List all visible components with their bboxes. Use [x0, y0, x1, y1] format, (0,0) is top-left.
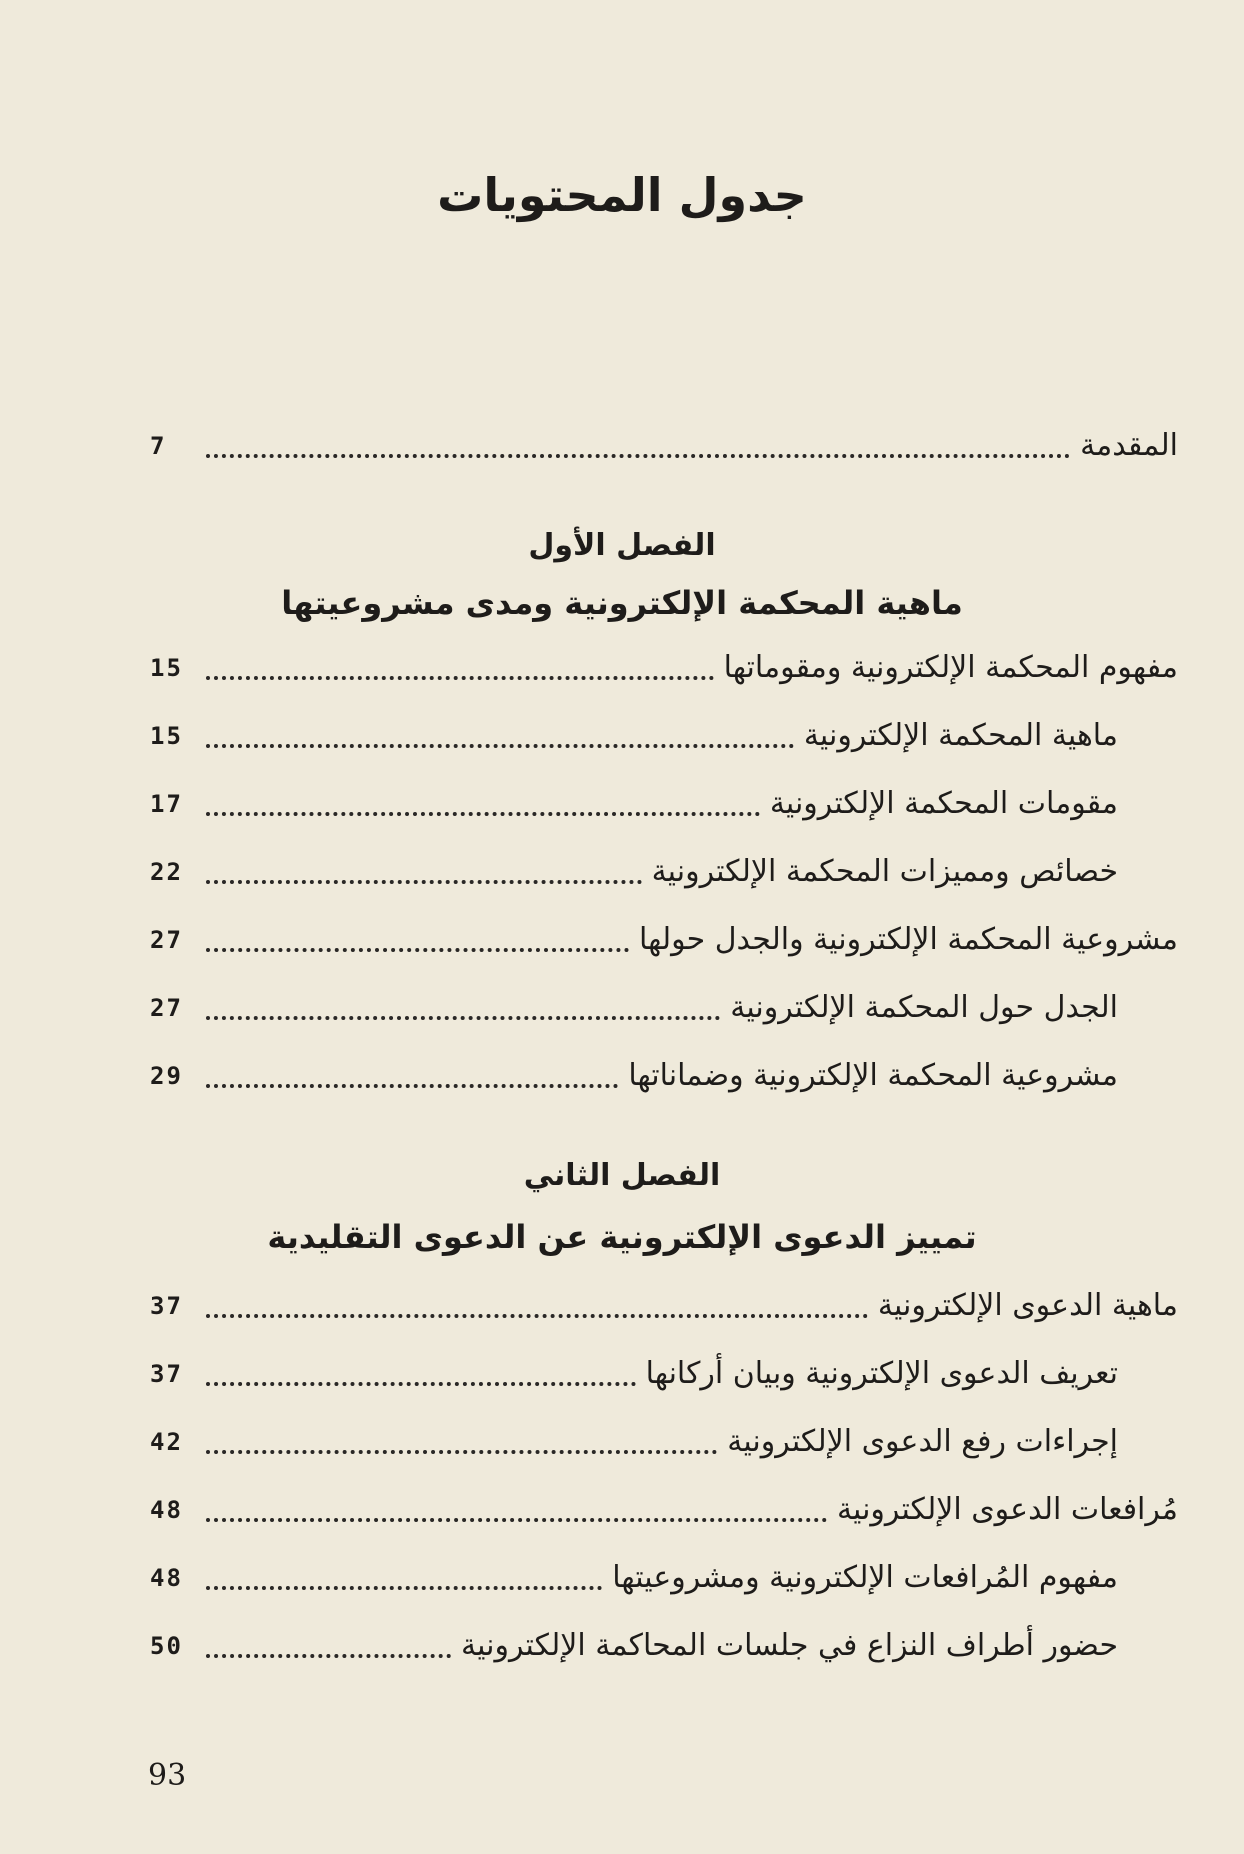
toc-entry-label: الجدل حول المحكمة الإلكترونية: [730, 990, 1118, 1025]
dot-leader: [206, 744, 794, 748]
toc-entry: [150, 1486, 1178, 1534]
toc-entry-label: تعريف الدعوى الإلكترونية وبيان أركانها: [645, 1356, 1118, 1391]
toc-entry: [150, 916, 1178, 964]
toc-entry-page: 37: [150, 1292, 183, 1320]
toc-entry: [150, 644, 1178, 692]
toc-entry-label: مشروعية المحكمة الإلكترونية والجدل حولها: [639, 922, 1178, 957]
toc-entry: [150, 984, 1118, 1032]
toc-entry-label: مشروعية المحكمة الإلكترونية وضماناتها: [628, 1058, 1118, 1093]
toc-entry: [150, 1350, 1118, 1398]
toc-entry: [150, 1052, 1118, 1100]
dot-leader: [206, 812, 760, 816]
toc-entry-page: 7: [150, 432, 167, 460]
chapter-1-title: ماهية المحكمة الإلكترونية ومدى مشروعيتها: [281, 584, 963, 622]
toc-entry-label: ماهية المحكمة الإلكترونية: [803, 718, 1118, 753]
toc-entry-label: حضور أطراف النزاع في جلسات المحاكمة الإلكترونية: [460, 1628, 1118, 1663]
toc-entry-page: 48: [150, 1496, 183, 1524]
toc-entry-intro: [150, 422, 1178, 470]
toc-entry-label: المقدمة: [1080, 428, 1178, 463]
dot-leader: [206, 1654, 451, 1658]
dot-leader: [206, 454, 1070, 458]
toc-entry-page: 27: [150, 926, 183, 954]
dot-leader: [206, 1016, 720, 1020]
toc-entry: [150, 848, 1118, 896]
toc-entry-page: 15: [150, 654, 183, 682]
dot-leader: [206, 1518, 827, 1522]
dot-leader: [206, 880, 642, 884]
toc-entry-page: 22: [150, 858, 183, 886]
toc-entry-page: 27: [150, 994, 183, 1022]
toc-entry-page: 17: [150, 790, 183, 818]
toc-entry: [150, 780, 1118, 828]
toc-entry-page: 42: [150, 1428, 183, 1456]
toc-entry: [150, 712, 1118, 760]
toc-entry-page: 50: [150, 1632, 183, 1660]
toc-entry-page: 15: [150, 722, 183, 750]
dot-leader: [206, 676, 714, 680]
page-title: جدول المحتويات: [437, 168, 807, 222]
page-number: 93: [148, 1758, 187, 1793]
dot-leader: [206, 948, 629, 952]
toc-entry-label: مُرافعات الدعوى الإلكترونية: [836, 1492, 1178, 1527]
dot-leader: [206, 1314, 868, 1318]
dot-leader: [206, 1084, 618, 1088]
toc-entry-label: ماهية الدعوى الإلكترونية: [877, 1288, 1178, 1323]
toc-entry-label: مقومات المحكمة الإلكترونية: [769, 786, 1118, 821]
chapter-2-title: تمييز الدعوى الإلكترونية عن الدعوى التقليدية: [267, 1218, 977, 1256]
toc-entry-page: 29: [150, 1062, 183, 1090]
dot-leader: [206, 1586, 602, 1590]
toc-entry-page: 37: [150, 1360, 183, 1388]
chapter-2-label: الفصل الثاني: [523, 1158, 721, 1193]
toc-entry: [150, 1554, 1118, 1602]
toc-entry-label: مفهوم المحكمة الإلكترونية ومقوماتها: [723, 650, 1178, 685]
toc-entry: [150, 1418, 1118, 1466]
toc-entry-label: مفهوم المُرافعات الإلكترونية ومشروعيتها: [612, 1560, 1118, 1595]
dot-leader: [206, 1450, 717, 1454]
toc-entry: [150, 1282, 1178, 1330]
toc-entry: [150, 1622, 1118, 1670]
dot-leader: [206, 1382, 636, 1386]
toc-entry-label: إجراءات رفع الدعوى الإلكترونية: [727, 1424, 1118, 1459]
toc-entry-label: خصائص ومميزات المحكمة الإلكترونية: [651, 854, 1118, 889]
chapter-1-label: الفصل الأول: [528, 528, 716, 563]
toc-entry-page: 48: [150, 1564, 183, 1592]
